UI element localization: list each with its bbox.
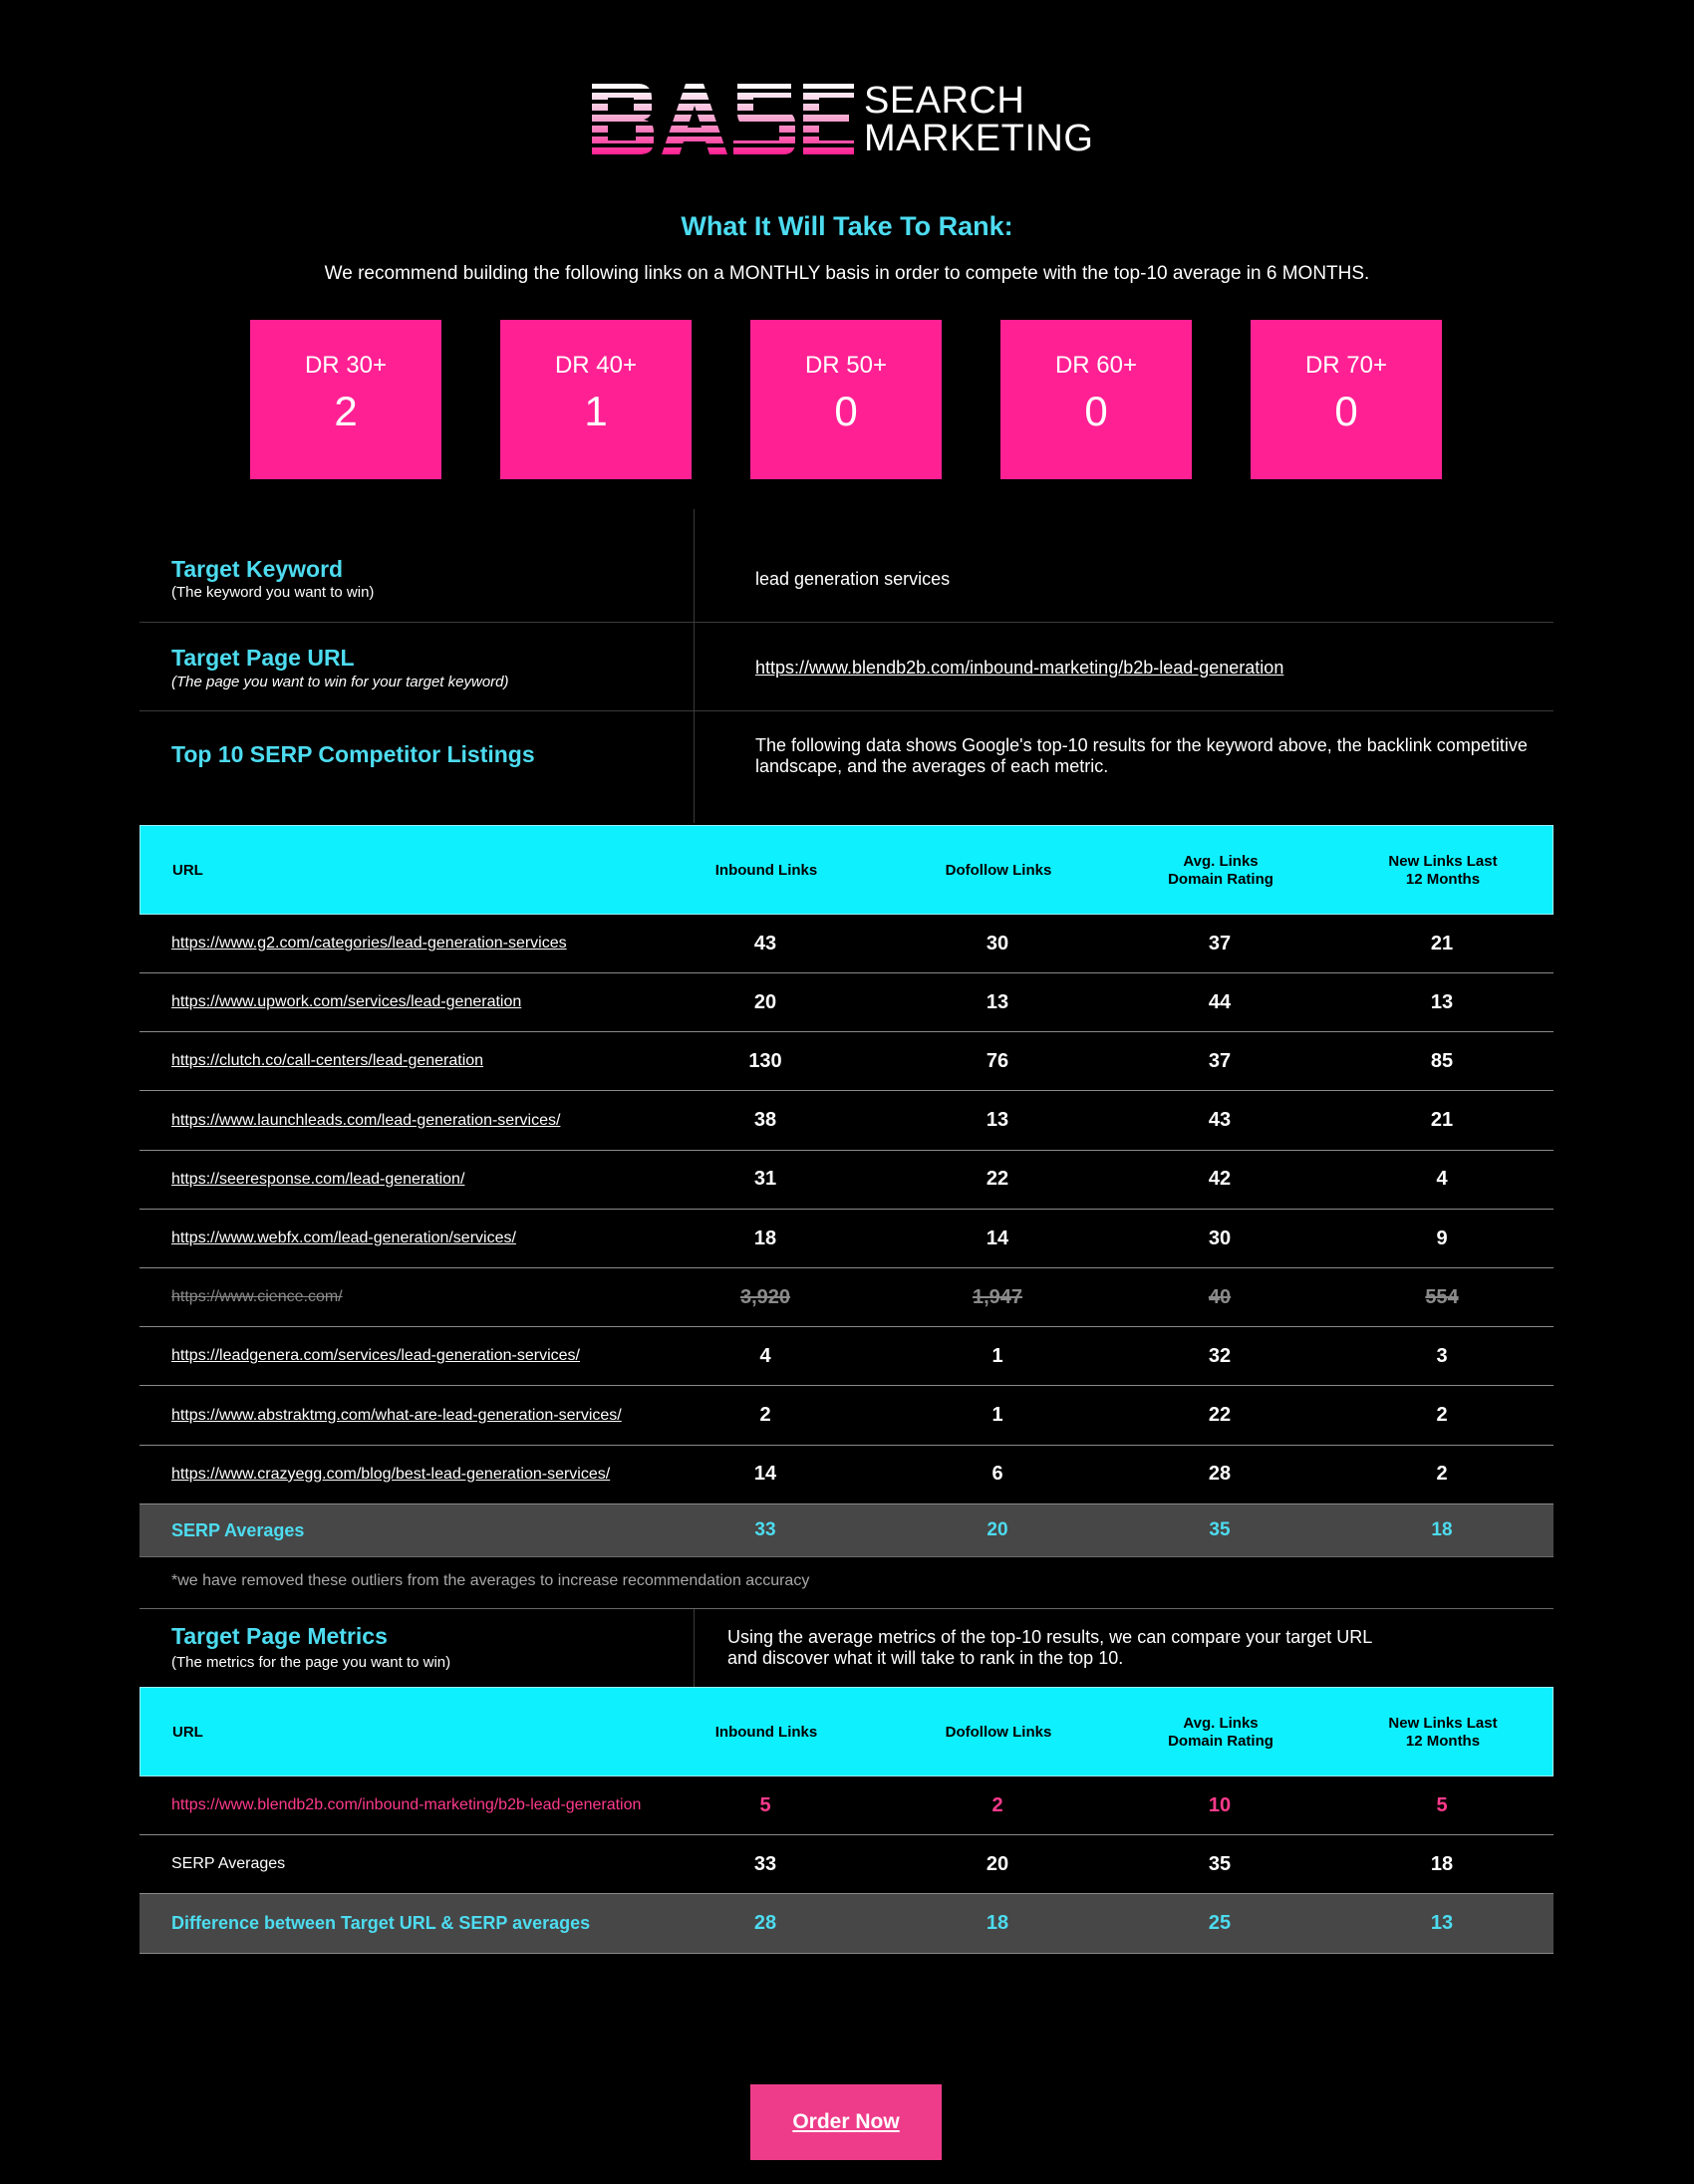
table-row <box>140 973 1553 1032</box>
header-url: URL <box>172 862 203 879</box>
difference-inbound: 28 <box>753 1912 777 1934</box>
target-metrics-description: Using the average metrics of the top-10 results, we can compare your target URL and discover what it will take to rank in the top 10. <box>727 1627 1372 1668</box>
table-row <box>140 1268 1553 1327</box>
header-dofollow: Dofollow Links <box>945 862 1052 879</box>
avg-dr-cell: 22 <box>1208 1404 1232 1427</box>
url-cell[interactable] <box>171 973 521 1031</box>
url-cell[interactable] <box>171 1032 483 1090</box>
target-metrics-title: Target Page Metrics <box>171 1623 388 1649</box>
avg-dr-cell: 30 <box>1208 1227 1232 1249</box>
dofollow-cell: 13 <box>986 990 1009 1013</box>
metrics-averages-row <box>140 1835 1553 1894</box>
avg-dr-cell: 37 <box>1208 932 1232 955</box>
competitor-link[interactable]: https://clutch.co/call-centers/lead-generation <box>171 1052 484 1070</box>
avg-label: SERP Averages <box>171 1519 305 1540</box>
target-url-row <box>140 1776 1553 1835</box>
competitors-description: The following data shows Google's top-10 results for the keyword above, the backlink competitive landscape, and the averages of each metric. <box>755 735 1528 776</box>
table-row <box>140 1032 1553 1091</box>
page-heading: What It Will Take To Rank: <box>681 211 1013 241</box>
dr-box-70 <box>1251 320 1442 479</box>
dr-value: 1 <box>584 388 608 434</box>
avg-dr-cell: 43 <box>1208 1109 1232 1132</box>
inbound-cell: 14 <box>753 1463 777 1486</box>
header-dofollow: Dofollow Links <box>945 1724 1052 1741</box>
new-links-cell: 554 <box>1425 1285 1459 1308</box>
header-url: URL <box>172 1724 203 1741</box>
url-cell[interactable] <box>171 1327 580 1385</box>
avg-dr-cell: 44 <box>1208 990 1232 1013</box>
competitor-link[interactable]: https://www.upwork.com/services/lead-generation <box>171 993 522 1011</box>
new-links-cell: 13 <box>1430 990 1454 1013</box>
dr-label: DR 60+ <box>1054 352 1138 379</box>
avg-dr-cell: 28 <box>1208 1463 1232 1486</box>
dr-box-40 <box>500 320 692 479</box>
avg-dr-cell: 37 <box>1208 1049 1232 1072</box>
competitor-link[interactable]: https://www.webfx.com/lead-generation/services/ <box>171 1229 516 1246</box>
serp-averages-row <box>140 1504 1553 1557</box>
dofollow-cell: 1 <box>991 1404 1003 1427</box>
dr-box-60 <box>1000 320 1192 479</box>
url-cell[interactable] <box>171 1387 622 1445</box>
difference-new-links: 13 <box>1430 1912 1454 1934</box>
new-links-cell: 3 <box>1436 1344 1448 1367</box>
target-metrics-section <box>140 1609 1553 1687</box>
table-header <box>140 825 1553 915</box>
avg-dofollow: 20 <box>987 1519 1008 1540</box>
dr-box-50 <box>750 320 942 479</box>
avg-dr: 35 <box>1209 1519 1231 1540</box>
dr-value: 0 <box>1084 388 1108 434</box>
metrics-avg-dr: 35 <box>1208 1852 1232 1875</box>
page-subheading: We recommend building the following links on a MONTHLY basis in order to compete with the top-10 average in 6 MONTHS. <box>324 263 1370 284</box>
dr-value: 0 <box>834 388 858 434</box>
competitor-link[interactable]: https://www.crazyegg.com/blog/best-lead-generation-services/ <box>171 1465 611 1483</box>
dofollow-cell: 6 <box>991 1463 1003 1486</box>
target-url-cell[interactable] <box>171 1776 641 1834</box>
inbound-cell: 31 <box>753 1168 777 1191</box>
table-row <box>140 1210 1553 1268</box>
order-now-button[interactable]: Order Now <box>750 2084 942 2160</box>
dofollow-cell: 22 <box>986 1168 1009 1191</box>
difference-dofollow: 18 <box>986 1912 1009 1934</box>
target-new-links: 5 <box>1436 1793 1448 1816</box>
metrics-table-header <box>140 1687 1553 1776</box>
difference-row <box>140 1894 1553 1954</box>
table-row <box>140 1446 1553 1504</box>
dr-value: 0 <box>1334 388 1358 434</box>
new-links-cell: 85 <box>1430 1049 1454 1072</box>
dofollow-cell: 1,947 <box>972 1285 1023 1308</box>
new-links-cell: 4 <box>1436 1168 1448 1191</box>
target-keyword-title: Target Keyword <box>171 556 344 582</box>
metrics-avg-new-links: 18 <box>1430 1852 1454 1875</box>
logo-word-search: SEARCH <box>864 79 1025 122</box>
dr-value: 2 <box>334 388 358 434</box>
target-inbound: 5 <box>759 1793 771 1816</box>
target-keyword-value: lead generation services <box>755 569 951 589</box>
new-links-cell: 9 <box>1436 1227 1448 1249</box>
new-links-cell: 2 <box>1436 1404 1448 1427</box>
target-page-row <box>140 623 1553 711</box>
inbound-cell: 18 <box>753 1227 777 1249</box>
avg-inbound: 33 <box>754 1519 776 1540</box>
header-inbound: Inbound Links <box>714 1724 818 1741</box>
target-url-link[interactable]: https://www.blendb2b.com/inbound-marketing/b2b-lead-generation <box>171 1796 642 1813</box>
difference-avg-dr: 25 <box>1208 1912 1232 1934</box>
avg-dr-cell: 32 <box>1208 1344 1232 1367</box>
url-cell[interactable] <box>171 915 567 972</box>
target-avg-dr: 10 <box>1208 1793 1232 1816</box>
inbound-cell: 20 <box>753 990 777 1013</box>
metrics-table <box>140 1687 1553 1956</box>
dofollow-cell: 14 <box>986 1227 1009 1249</box>
metrics-avg-inbound: 33 <box>753 1852 777 1875</box>
inbound-cell: 2 <box>759 1404 771 1427</box>
inbound-cell: 43 <box>753 932 777 955</box>
dr-label: DR 40+ <box>554 352 638 379</box>
inbound-cell: 38 <box>753 1109 777 1132</box>
base-logo-graphic <box>592 82 854 156</box>
metrics-avg-dofollow: 20 <box>986 1852 1009 1875</box>
header-new-links: New Links Last 12 Months <box>1388 1715 1498 1750</box>
serp-table <box>140 825 1553 1557</box>
competitor-link[interactable]: https://seeresponse.com/lead-generation/ <box>171 1170 465 1188</box>
dr-box-30 <box>250 320 441 479</box>
avg-new-links: 18 <box>1431 1519 1453 1540</box>
url-cell[interactable] <box>171 1151 464 1209</box>
header-new-links: New Links Last 12 Months <box>1388 853 1498 888</box>
base-logo-mark <box>592 82 854 156</box>
inbound-cell: 4 <box>759 1344 771 1367</box>
url-cell[interactable] <box>171 1210 516 1267</box>
target-metrics-subtitle: (The metrics for the page you want to win) <box>171 1654 451 1671</box>
target-page-link[interactable]: https://www.blendb2b.com/inbound-marketing/b2b-lead-generation <box>755 658 1284 678</box>
metrics-avg-label: SERP Averages <box>171 1855 286 1872</box>
outlier-footnote: *we have removed these outliers from the averages to increase recommendation accuracy <box>171 1572 810 1589</box>
competitor-link[interactable]: https://www.abstraktmg.com/what-are-lead-generation-services/ <box>171 1406 622 1424</box>
url-cell[interactable] <box>171 1092 560 1150</box>
competitors-title: Top 10 SERP Competitor Listings <box>171 741 535 767</box>
dr-label: DR 50+ <box>804 352 888 379</box>
dofollow-cell: 30 <box>986 932 1009 955</box>
new-links-cell: 21 <box>1430 932 1454 955</box>
inbound-cell: 3,920 <box>739 1285 791 1308</box>
difference-label: Difference between Target URL & SERP averages <box>171 1913 591 1933</box>
target-dofollow: 2 <box>991 1793 1003 1816</box>
logo-wordmark <box>864 79 1094 159</box>
target-page-title: Target Page URL <box>171 645 355 671</box>
new-links-cell: 2 <box>1436 1463 1448 1486</box>
new-links-cell: 21 <box>1430 1109 1454 1132</box>
dr-label: DR 70+ <box>1304 352 1388 379</box>
header-avg-dr: Avg. Links Domain Rating <box>1168 1715 1273 1750</box>
brand-logo <box>592 79 1100 159</box>
competitor-link[interactable]: https://www.cience.com/ <box>171 1288 343 1306</box>
dofollow-cell: 1 <box>991 1344 1003 1367</box>
target-keyword-subtitle: (The keyword you want to win) <box>171 584 375 601</box>
logo-word-marketing: MARKETING <box>864 117 1094 159</box>
avg-dr-cell: 40 <box>1208 1285 1232 1308</box>
table-row <box>140 1151 1553 1210</box>
dofollow-cell: 76 <box>986 1049 1009 1072</box>
header-avg-dr: Avg. Links Domain Rating <box>1168 853 1273 888</box>
competitors-row <box>140 711 1553 823</box>
target-page-url[interactable] <box>755 658 1283 679</box>
avg-dr-cell: 42 <box>1208 1168 1232 1191</box>
header-inbound: Inbound Links <box>714 862 818 879</box>
table-row <box>140 915 1553 973</box>
competitor-link[interactable]: https://www.launchleads.com/lead-generation-services/ <box>171 1111 561 1129</box>
dofollow-cell: 13 <box>986 1109 1009 1132</box>
inbound-cell: 130 <box>748 1049 782 1072</box>
table-row <box>140 1387 1553 1446</box>
url-cell[interactable] <box>171 1268 343 1326</box>
dr-label: DR 30+ <box>304 352 388 379</box>
table-row <box>140 1327 1553 1386</box>
competitor-link[interactable]: https://leadgenera.com/services/lead-generation-services/ <box>171 1347 580 1365</box>
url-cell[interactable] <box>171 1446 610 1503</box>
competitor-link[interactable]: https://www.g2.com/categories/lead-generation-services <box>171 935 567 952</box>
table-row <box>140 1092 1553 1151</box>
target-page-subtitle: (The page you want to win for your target keyword) <box>171 674 509 690</box>
target-keyword-row <box>140 509 1553 623</box>
